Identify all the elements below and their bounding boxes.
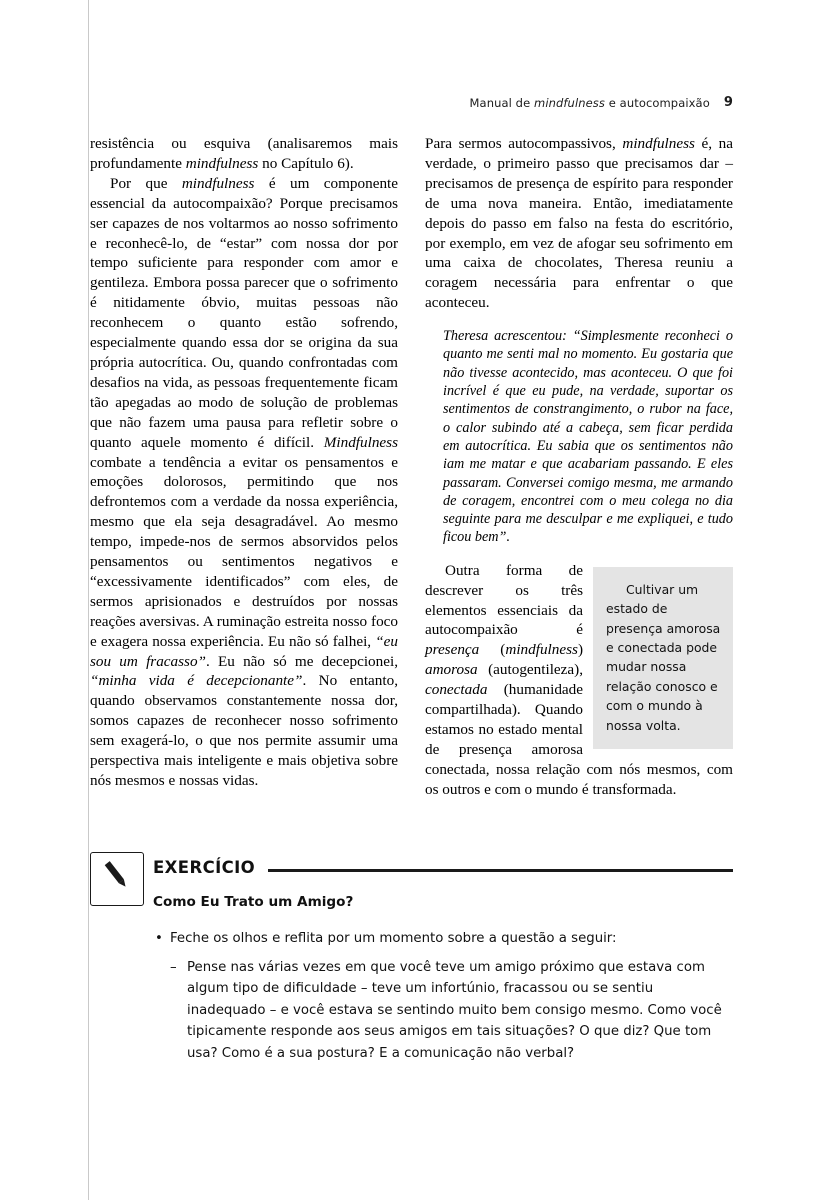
paragraph: Para sermos autocompassivos, mindfulness é, na verdade, o primeiro passo que precisamos dar – precisamos de presença de espírito para responder de uma nova maneira. Então, imediatamente depois do passo em falso na festa do escritório, por exemplo, em vez de afogar seu sofrimento em uma caixa de chocolates, Theresa reuniu a coragem necessária para enfrentar o que aconteceu. bbox=[425, 135, 733, 312]
sidebar-callout-box: Cultivar um estado de presença amorosa e conectada pode mudar nossa relação conosco e com o mundo à nossa volta. bbox=[593, 567, 733, 749]
running-head-prefix: Manual de bbox=[469, 96, 535, 110]
exercise-rule bbox=[268, 869, 733, 872]
column-left bbox=[90, 134, 398, 791]
exercise-section bbox=[90, 858, 733, 1061]
paragraph: Por que mindfulness é um componente essencial da autocompaixão? Porque precisamos ser capazes de nos voltarmos ao nosso sofrimento e reconhecê-lo, de “estar” com nossa dor por tempo suficiente para responder com amor e gentileza. Embora possa parecer que o sofrimento é nitidamente óbvio, muitas pessoas não reconhecem o quanto estão sofrendo, especialmente quando essa dor se origina da sua própria autocrítica. Ou, quando confrontadas com desafios na vida, as pessoas frequentemente ficam tão apegadas ao modo de solução de problemas que não fazem uma pausa para refletir sobre o quanto aquele momento é difícil. Mindfulness combate a tendência a evitar os pensamentos e emoções dolorosos, permitindo que nos defrontemos com a verdade da nossa experiência, mesmo que ela seja desagradável. Ao mesmo tempo, impede-nos de sermos absorvidos pelos pensamentos ou sentimentos negativos e “excessivamente identificados” com eles, de sermos aprisionados e destruídos por nossas reações aversivas. A ruminação estreita nosso foco e exagera nossa experiência. Eu não só falhei, “eu sou um fracasso”. Eu não só me decepcionei, “minha vida é decepcionante”. No entanto, quando observamos constantemente nossa dor, somos capazes de reconhecer nosso sofrimento sem exagerá-lo, o que nos permite assumir uma perspectiva mais inteligente e mais objetiva sobre nós mesmos e nossas vidas. bbox=[90, 174, 399, 789]
column-right bbox=[425, 134, 733, 800]
running-head-suffix: e autocompaixão bbox=[604, 96, 710, 110]
exercise-subtitle: Como Eu Trato um Amigo? bbox=[153, 894, 354, 910]
paragraph: resistência ou esquiva (analisaremos mais profundamente mindfulness no Capítulo 6). bbox=[90, 135, 398, 172]
list-item: – Pense nas várias vezes em que você teve um amigo próximo que estava com algum tipo de dificuldade – teve um infortúnio, fracassou ou se sentiu inadequado – e você estava se sentindo muito bem consigo mesmo. Como você tipicamente responde aos seus amigos em tais situações? O que diz? Que tom usa? Como é a sua postura? E a comunicação não verbal? bbox=[170, 957, 733, 1065]
exercise-header bbox=[90, 858, 733, 910]
list-item: • Feche os olhos e reflita por um momento sobre a questão a seguir: bbox=[153, 928, 733, 950]
paragraph-with-sidebar bbox=[425, 561, 733, 800]
running-head-italic: mindfulness bbox=[534, 96, 605, 110]
page-margin-rule bbox=[88, 0, 89, 1200]
pencil-icon bbox=[100, 859, 134, 893]
exercise-icon-frame bbox=[90, 852, 144, 906]
running-head-text bbox=[470, 96, 710, 110]
exercise-instructions bbox=[153, 928, 733, 1064]
pull-quote: Theresa acrescentou: “Simplesmente reconheci o quanto me senti mal no momento. Eu gostaria que não tivesse acontecido, mas aconteceu. O que foi incrível é que eu pude, na verdade, suportar os sentimentos de constrangimento, o rubor na face, o calor subindo até a cabeça, sem ficar perdida em autocrítica. Eu sabia que os sentimentos não iam me matar e que acabariam passando. E eles passaram. Conversei comigo mesma, me armando de coragem, encontrei com o meu colega no dia seguinte para me desculpar e me expliquei, e tudo ficou bem”. bbox=[443, 328, 733, 546]
running-head bbox=[90, 88, 733, 110]
page-number: 9 bbox=[723, 95, 733, 110]
paragraph-text: Outra forma de descrever os três elementos essenciais da autocompaixão é presença (mindfulness) amorosa (autogentileza), conectada (humanidade compartilhada). Quando estamos no estado mental de presença amorosa conectada, nossa relação com nós mesmos, com os outros e com o mundo é transformada. bbox=[425, 561, 733, 798]
exercise-label: EXERCÍCIO bbox=[153, 858, 256, 877]
